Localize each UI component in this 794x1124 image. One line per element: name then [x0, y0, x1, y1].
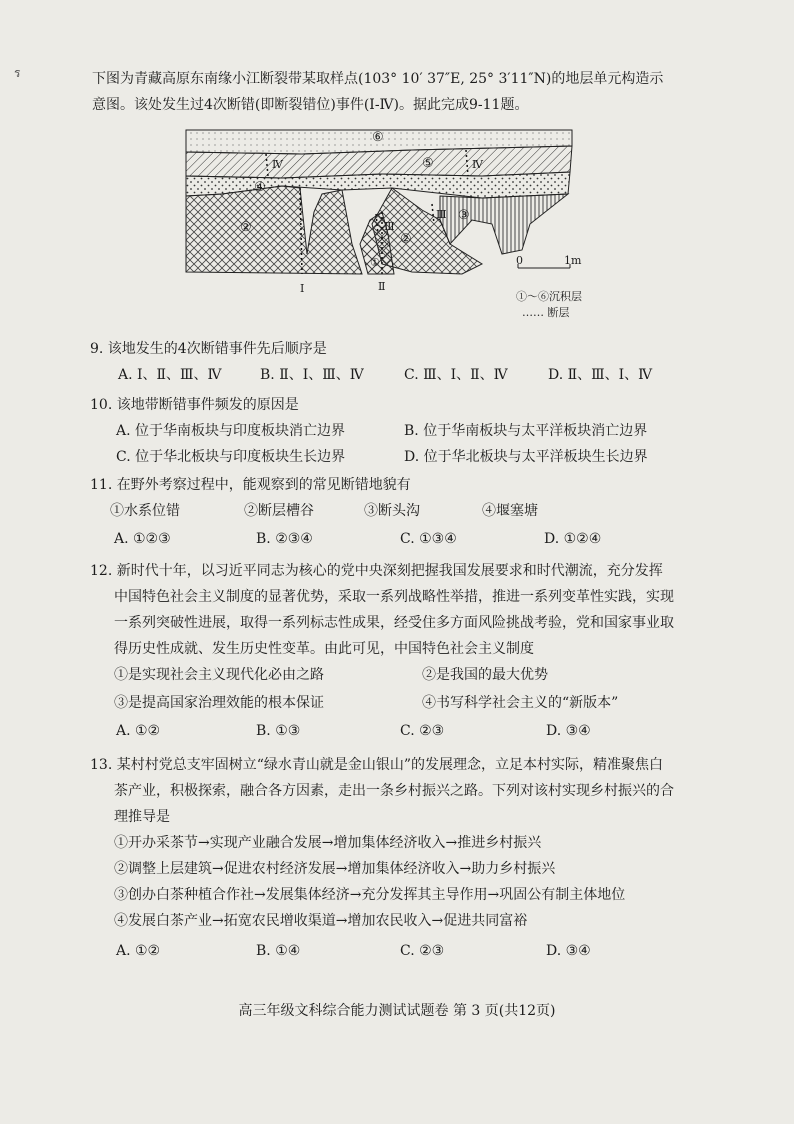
- event-label-2: Ⅱ: [378, 280, 386, 293]
- scale-zero: 0: [516, 254, 523, 267]
- q11-option-c: C. ①③④: [400, 531, 457, 547]
- q11-item-3: ③断头沟: [364, 503, 420, 519]
- intro-line-1: 下图为青藏高原东南缘小江断裂带某取样点(103° 10′ 37″E, 25° 3′11″N)的地层单元构造示: [92, 71, 664, 87]
- q12-option-c: C. ②③: [400, 723, 445, 739]
- q9-option-a: A. Ⅰ、Ⅱ、Ⅲ、Ⅳ: [118, 367, 222, 383]
- q9-option-b: B. Ⅱ、Ⅰ、Ⅲ、Ⅳ: [260, 367, 364, 383]
- q10-option-c: C. 位于华北板块与印度板块生长边界: [116, 449, 346, 465]
- question-10-stem: 10. 该地带断错事件频发的原因是: [90, 397, 299, 413]
- q12-item-1: ①是实现社会主义现代化必由之路: [114, 667, 324, 683]
- event-label-3a: Ⅲ: [384, 220, 395, 233]
- q11-option-b: B. ②③④: [256, 531, 313, 547]
- question-12-stem-4: 得历史性成就、发生历史性变革。由此可见，中国特色社会主义制度: [114, 641, 534, 657]
- question-11-stem: 11. 在野外考察过程中，能观察到的常见断错地貌有: [90, 477, 411, 493]
- legend-fault: …… 断层: [522, 306, 570, 319]
- layer-label-3: ③: [458, 208, 470, 223]
- layer-label-2b: ②: [400, 232, 412, 247]
- question-13-stem-2: 茶产业，积极探索，融合各方因素，走出一条乡村振兴之路。下列对该村实现乡村振兴的合: [114, 783, 674, 799]
- q13-item-2: ②调整上层建筑→促进农村经济发展→增加集体经济收入→助力乡村振兴: [114, 861, 556, 877]
- q9-option-d: D. Ⅱ、Ⅲ、Ⅰ、Ⅳ: [548, 367, 653, 383]
- q11-option-d: D. ①②④: [544, 531, 602, 547]
- question-12-stem-2: 中国特色社会主义制度的显著优势，采取一系列战略性举措，推进一系列变革性实践，实现: [114, 589, 674, 605]
- q11-item-1: ①水系位错: [110, 503, 180, 519]
- question-12-stem-3: 一系列突破性进展，取得一系列标志性成果，经受住多方面风险挑战考验，党和国家事业取: [114, 615, 674, 631]
- layer-label-6: ⑥: [372, 130, 384, 145]
- q10-option-a: A. 位于华南板块与印度板块消亡边界: [116, 423, 346, 439]
- legend-layers: ①～⑥沉积层: [516, 290, 582, 303]
- question-13-stem-3: 理推导是: [114, 809, 170, 825]
- q12-option-d: D. ③④: [546, 723, 591, 739]
- q13-item-1: ①开办采茶节→实现产业融合发展→增加集体经济收入→推进乡村振兴: [114, 835, 542, 851]
- page-footer: 高三年级文科综合能力测试试题卷 第 3 页(共12页): [238, 1003, 556, 1019]
- event-label-3b: Ⅲ: [436, 208, 447, 221]
- q12-item-3: ③是提高国家治理效能的根本保证: [114, 695, 324, 711]
- layer-label-5: ⑤: [422, 156, 434, 171]
- stratigraphic-figure: [182, 124, 606, 324]
- scale-unit: 1m: [564, 254, 582, 267]
- q10-option-d: D. 位于华北板块与太平洋板块生长边界: [404, 449, 648, 465]
- layer-label-2a: ②: [240, 220, 252, 235]
- q9-option-c: C. Ⅲ、Ⅰ、Ⅱ、Ⅳ: [404, 367, 508, 383]
- q13-option-d: D. ③④: [546, 943, 591, 959]
- q11-item-4: ④堰塞塘: [482, 503, 538, 519]
- layer-label-4: ④: [254, 180, 266, 195]
- q12-item-4: ④书写科学社会主义的“新版本”: [422, 695, 619, 711]
- q12-item-2: ②是我国的最大优势: [422, 667, 548, 683]
- q12-option-b: B. ①③: [256, 723, 301, 739]
- q12-option-a: A. ①②: [116, 723, 161, 739]
- event-label-1: Ⅰ: [300, 282, 305, 295]
- q13-option-a: A. ①②: [116, 943, 161, 959]
- q13-item-4: ④发展白茶产业→拓宽农民增收渠道→增加农民收入→促进共同富裕: [114, 913, 528, 929]
- q10-option-b: B. 位于华南板块与太平洋板块消亡边界: [404, 423, 648, 439]
- layer-label-1: ①: [370, 256, 380, 269]
- q11-option-a: A. ①②③: [114, 531, 171, 547]
- q13-option-b: B. ①④: [256, 943, 301, 959]
- question-12-stem-1: 12. 新时代十年，以习近平同志为核心的党中央深刻把握我国发展要求和时代潮流，充分发挥: [90, 563, 663, 579]
- q13-item-3: ③创办白茶种植合作社→发展集体经济→充分发挥其主导作用→巩固公有制主体地位: [114, 887, 626, 903]
- intro-line-2: 意图。该处发生过4次断错(即断裂错位)事件(Ⅰ-Ⅳ)。据此完成9-11题。: [92, 97, 529, 113]
- q13-option-c: C. ②③: [400, 943, 445, 959]
- question-13-stem-1: 13. 某村村党总支牢固树立“绿水青山就是金山银山”的发展理念，立足本村实际，精准聚焦白: [90, 757, 664, 773]
- event-label-4a: Ⅳ: [272, 158, 283, 171]
- q11-item-2: ②断层槽谷: [244, 503, 314, 519]
- margin-mark: ร: [14, 66, 21, 80]
- question-9-stem: 9. 该地发生的4次断错事件先后顺序是: [90, 341, 327, 357]
- event-label-4b: Ⅳ: [472, 158, 483, 171]
